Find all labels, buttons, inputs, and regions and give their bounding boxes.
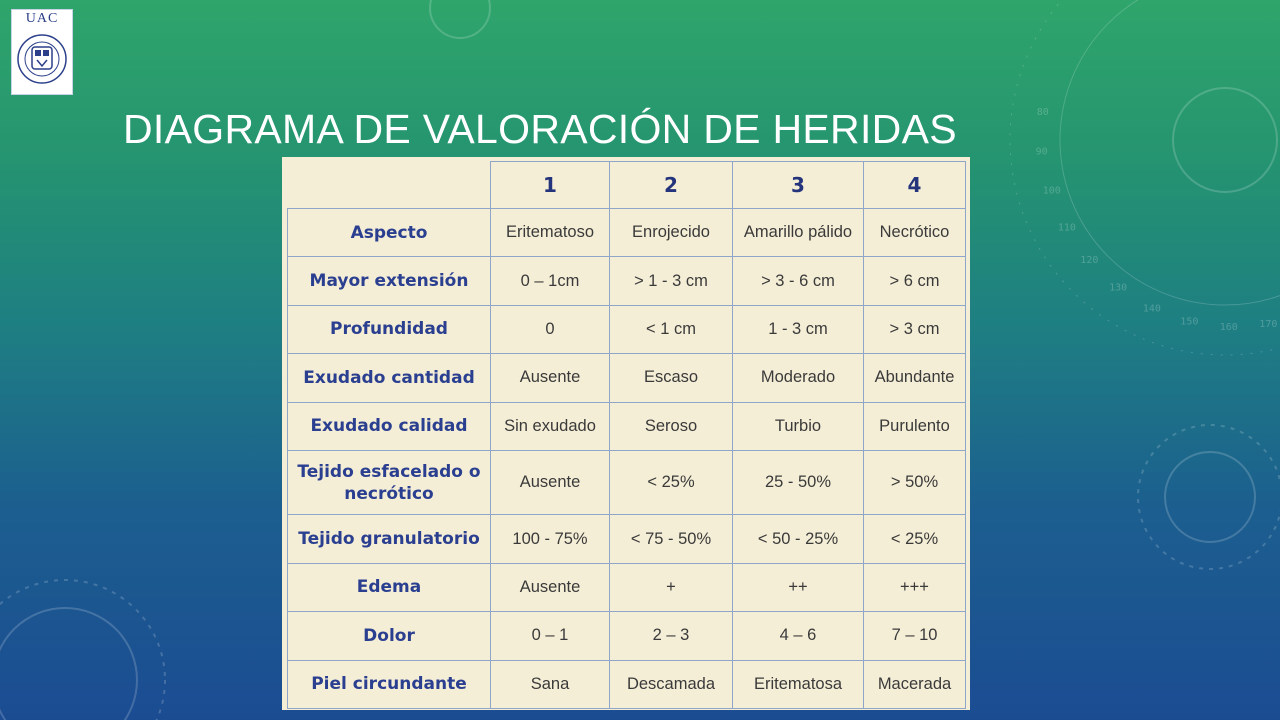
table-cell: 2 – 3 [610,612,733,660]
table-cell: Moderado [733,354,864,402]
row-label: Exudado calidad [288,402,491,450]
dial-label: 150 [1180,316,1199,328]
table-row [288,612,966,660]
dial-labels [1036,107,1280,333]
wound-assessment-table-image [282,157,970,710]
table-cell: Eritematosa [733,660,864,708]
table-cell: < 75 - 50% [610,515,733,563]
dial-label: 90 [1035,146,1048,158]
table-cell: Enrojecido [610,209,733,257]
table-cell: < 1 cm [610,305,733,353]
table-row [288,515,966,563]
table-cell: 0 – 1cm [491,257,610,305]
table-row [288,354,966,402]
ring-bottom-left-dashed [0,580,165,720]
table-corner [288,162,491,209]
row-label: Tejido esfacelado o necrótico [288,450,491,515]
table-cell: > 3 cm [864,305,966,353]
dial-label: 80 [1036,106,1049,118]
row-label: Piel circundante [288,660,491,708]
row-label: Dolor [288,612,491,660]
table-cell: < 50 - 25% [733,515,864,563]
ring-bottom-left [0,608,137,720]
table-cell: Turbio [733,402,864,450]
table-cell: Ausente [491,450,610,515]
table-cell: 0 [491,305,610,353]
uac-logo [11,9,73,95]
table-cell: Descamada [610,660,733,708]
table-header-row [288,162,966,209]
dial-label: 170 [1259,318,1278,330]
table-cell: ++ [733,563,864,611]
table-row [288,660,966,708]
table-cell: > 6 cm [864,257,966,305]
dial-ring [1010,0,1280,355]
row-label: Edema [288,563,491,611]
column-header: 3 [733,162,864,209]
table-cell: Ausente [491,354,610,402]
table-row [288,563,966,611]
dial-label: 100 [1042,185,1061,197]
table-cell: Ausente [491,563,610,611]
wound-assessment-table [287,161,966,709]
table-row [288,450,966,515]
table-cell: + [610,563,733,611]
table-cell: Purulento [864,402,966,450]
table-cell: +++ [864,563,966,611]
table-cell: Sana [491,660,610,708]
table-row [288,209,966,257]
table-cell: > 3 - 6 cm [733,257,864,305]
row-label: Mayor extensión [288,257,491,305]
table-row [288,402,966,450]
table-cell: Macerada [864,660,966,708]
column-header: 1 [491,162,610,209]
table-cell: 4 – 6 [733,612,864,660]
table-cell: < 25% [610,450,733,515]
dial-label: 120 [1080,255,1099,267]
slide-title: DIAGRAMA DE VALORACIÓN DE HERIDAS [123,106,957,152]
table-cell: 0 – 1 [491,612,610,660]
table-cell: Seroso [610,402,733,450]
logo-shield-icon [15,13,69,91]
table-cell: Amarillo pálido [733,209,864,257]
table-row [288,257,966,305]
row-label: Exudado cantidad [288,354,491,402]
table-cell: > 50% [864,450,966,515]
ring-top-center [430,0,490,38]
dial-label: 160 [1219,321,1238,333]
table-cell: Eritematoso [491,209,610,257]
row-label: Tejido granulatorio [288,515,491,563]
table-cell: Sin exudado [491,402,610,450]
dial-label: 130 [1109,282,1128,294]
column-header: 2 [610,162,733,209]
table-row [288,305,966,353]
table-cell: 25 - 50% [733,450,864,515]
column-header: 4 [864,162,966,209]
ring-top-right-small [1173,88,1277,192]
row-label: Aspecto [288,209,491,257]
row-label: Profundidad [288,305,491,353]
table-cell: Escaso [610,354,733,402]
logo-text: UAC [25,11,59,26]
table-cell: Abundante [864,354,966,402]
table-cell: < 25% [864,515,966,563]
ring-mid-right-small [1165,452,1255,542]
dial-label: 110 [1057,222,1076,234]
table-cell: 100 - 75% [491,515,610,563]
table-cell: > 1 - 3 cm [610,257,733,305]
dial-label: 140 [1142,303,1161,315]
ring-mid-right-dashed [1138,425,1280,569]
table-cell: 1 - 3 cm [733,305,864,353]
table-cell: Necrótico [864,209,966,257]
table-cell: 7 – 10 [864,612,966,660]
